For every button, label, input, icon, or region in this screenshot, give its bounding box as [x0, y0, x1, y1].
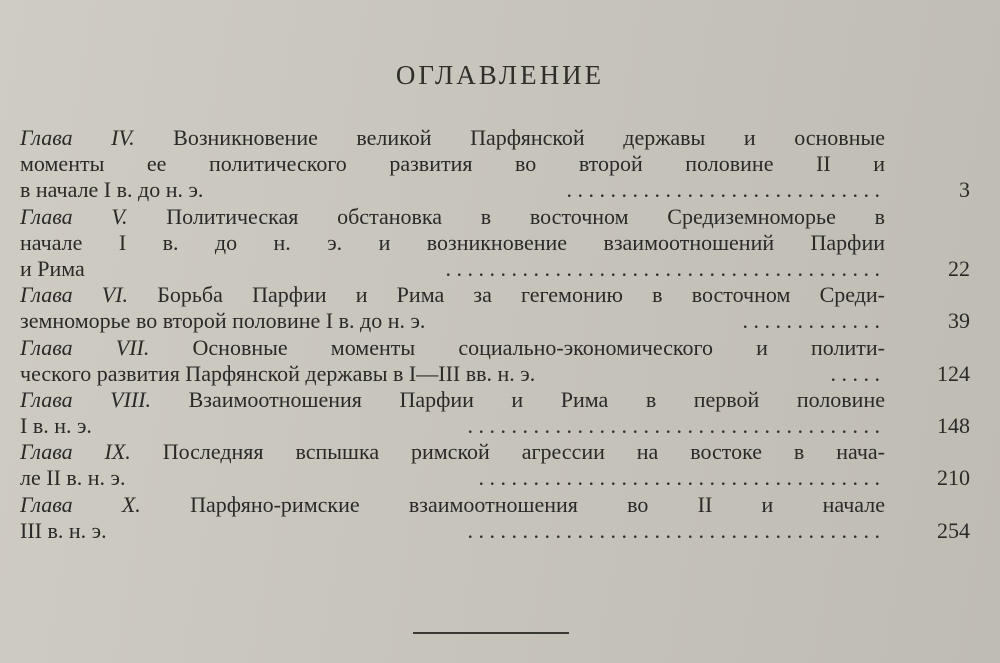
table-of-contents [20, 125, 970, 544]
toc-entry-chapter-9 [20, 439, 970, 491]
chapter-label: Глава VII. [20, 334, 150, 360]
dot-leader: . . . . . . . . . . . . . . . . . . . . . . . . . . . . . . . . . . . . . . [467, 517, 880, 543]
toc-line [20, 439, 970, 465]
page-number: 39 [948, 308, 970, 334]
chapter-title-line: моменты ее политического развития во второй половине II и [20, 151, 885, 177]
dot-leader: . . . . . . . . . . . . . . . . . . . . . . . . . . . . . . . . . . . . . [478, 465, 880, 491]
toc-entry-chapter-10 [20, 492, 970, 544]
dot-leader: . . . . . . . . . . . . . [742, 308, 880, 334]
chapter-title-line: Политическая обстановка в восточном Средиземноморье в [166, 203, 885, 229]
chapter-title-line: в начале I в. до н. э. [20, 177, 204, 203]
dot-leader: . . . . . [830, 360, 880, 386]
toc-line [20, 230, 970, 256]
page-number: 210 [937, 465, 970, 491]
page-number: 148 [937, 413, 970, 439]
chapter-title-line: Парфяно-римские взаимоотношения во II и начале [190, 491, 885, 517]
toc-entry-chapter-6 [20, 282, 970, 334]
toc-line [20, 335, 970, 361]
chapter-label: Глава IV. [20, 125, 135, 150]
page-number: 254 [937, 517, 970, 543]
page-title: ОГЛАВЛЕНИЕ [395, 60, 605, 90]
chapter-title-line: Основные моменты социально-экономического и полити- [192, 334, 885, 360]
dot-leader: . . . . . . . . . . . . . . . . . . . . . . . . . . . . . [566, 177, 880, 203]
chapter-title-line: Борьба Парфии и Рима за гегемонию в восточном Среди- [157, 282, 886, 308]
toc-entry-chapter-4 [20, 125, 970, 204]
toc-line [20, 387, 970, 413]
toc-line [20, 125, 970, 151]
toc-line [20, 204, 970, 230]
toc-entry-chapter-8 [20, 387, 970, 439]
toc-line [20, 308, 970, 334]
chapter-title-line: I в. н. э. [20, 413, 92, 439]
toc-line [20, 413, 970, 439]
toc-line [20, 518, 970, 544]
toc-line [20, 256, 970, 282]
chapter-title-line: Возникновение великой Парфянской державы и основные [173, 125, 886, 150]
chapter-title-line: Последняя вспышка римской агрессии на востоке в нача- [162, 439, 886, 465]
chapter-label: Глава X. [20, 491, 141, 517]
closing-rule [413, 632, 569, 634]
toc-entry-chapter-7 [20, 335, 970, 387]
toc-line [20, 492, 970, 518]
toc-line [20, 465, 970, 491]
chapter-title-line: III в. н. э. [20, 517, 107, 543]
page-number: 3 [959, 177, 970, 203]
dot-leader: . . . . . . . . . . . . . . . . . . . . . . . . . . . . . . . . . . . . . . . . [445, 255, 880, 281]
chapter-title-line: ле II в. н. э. [20, 465, 126, 491]
chapter-title-line: земноморье во второй половине I в. до н. э. [20, 308, 426, 334]
dot-leader: . . . . . . . . . . . . . . . . . . . . . . . . . . . . . . . . . . . . . . [467, 413, 880, 439]
chapter-label: Глава VIII. [20, 386, 152, 412]
toc-line [20, 177, 970, 203]
chapter-label: Глава VI. [20, 282, 129, 308]
chapter-label: Глава IX. [20, 439, 131, 465]
toc-line [20, 151, 970, 177]
chapter-title-line: начале I в. до н. э. и возникновение взаимоотношений Парфии [20, 229, 885, 255]
chapter-title-line: ческого развития Парфянской державы в I—III вв. н. э. [20, 360, 536, 386]
page-number: 22 [948, 255, 970, 281]
chapter-title-line: и Рима [20, 255, 85, 281]
page-number: 124 [937, 360, 970, 386]
toc-entry-chapter-5 [20, 204, 970, 283]
toc-line [20, 282, 970, 308]
chapter-label: Глава V. [20, 203, 128, 229]
chapter-title-line: Взаимоотношения Парфии и Рима в первой половине [188, 386, 885, 412]
toc-line [20, 361, 970, 387]
